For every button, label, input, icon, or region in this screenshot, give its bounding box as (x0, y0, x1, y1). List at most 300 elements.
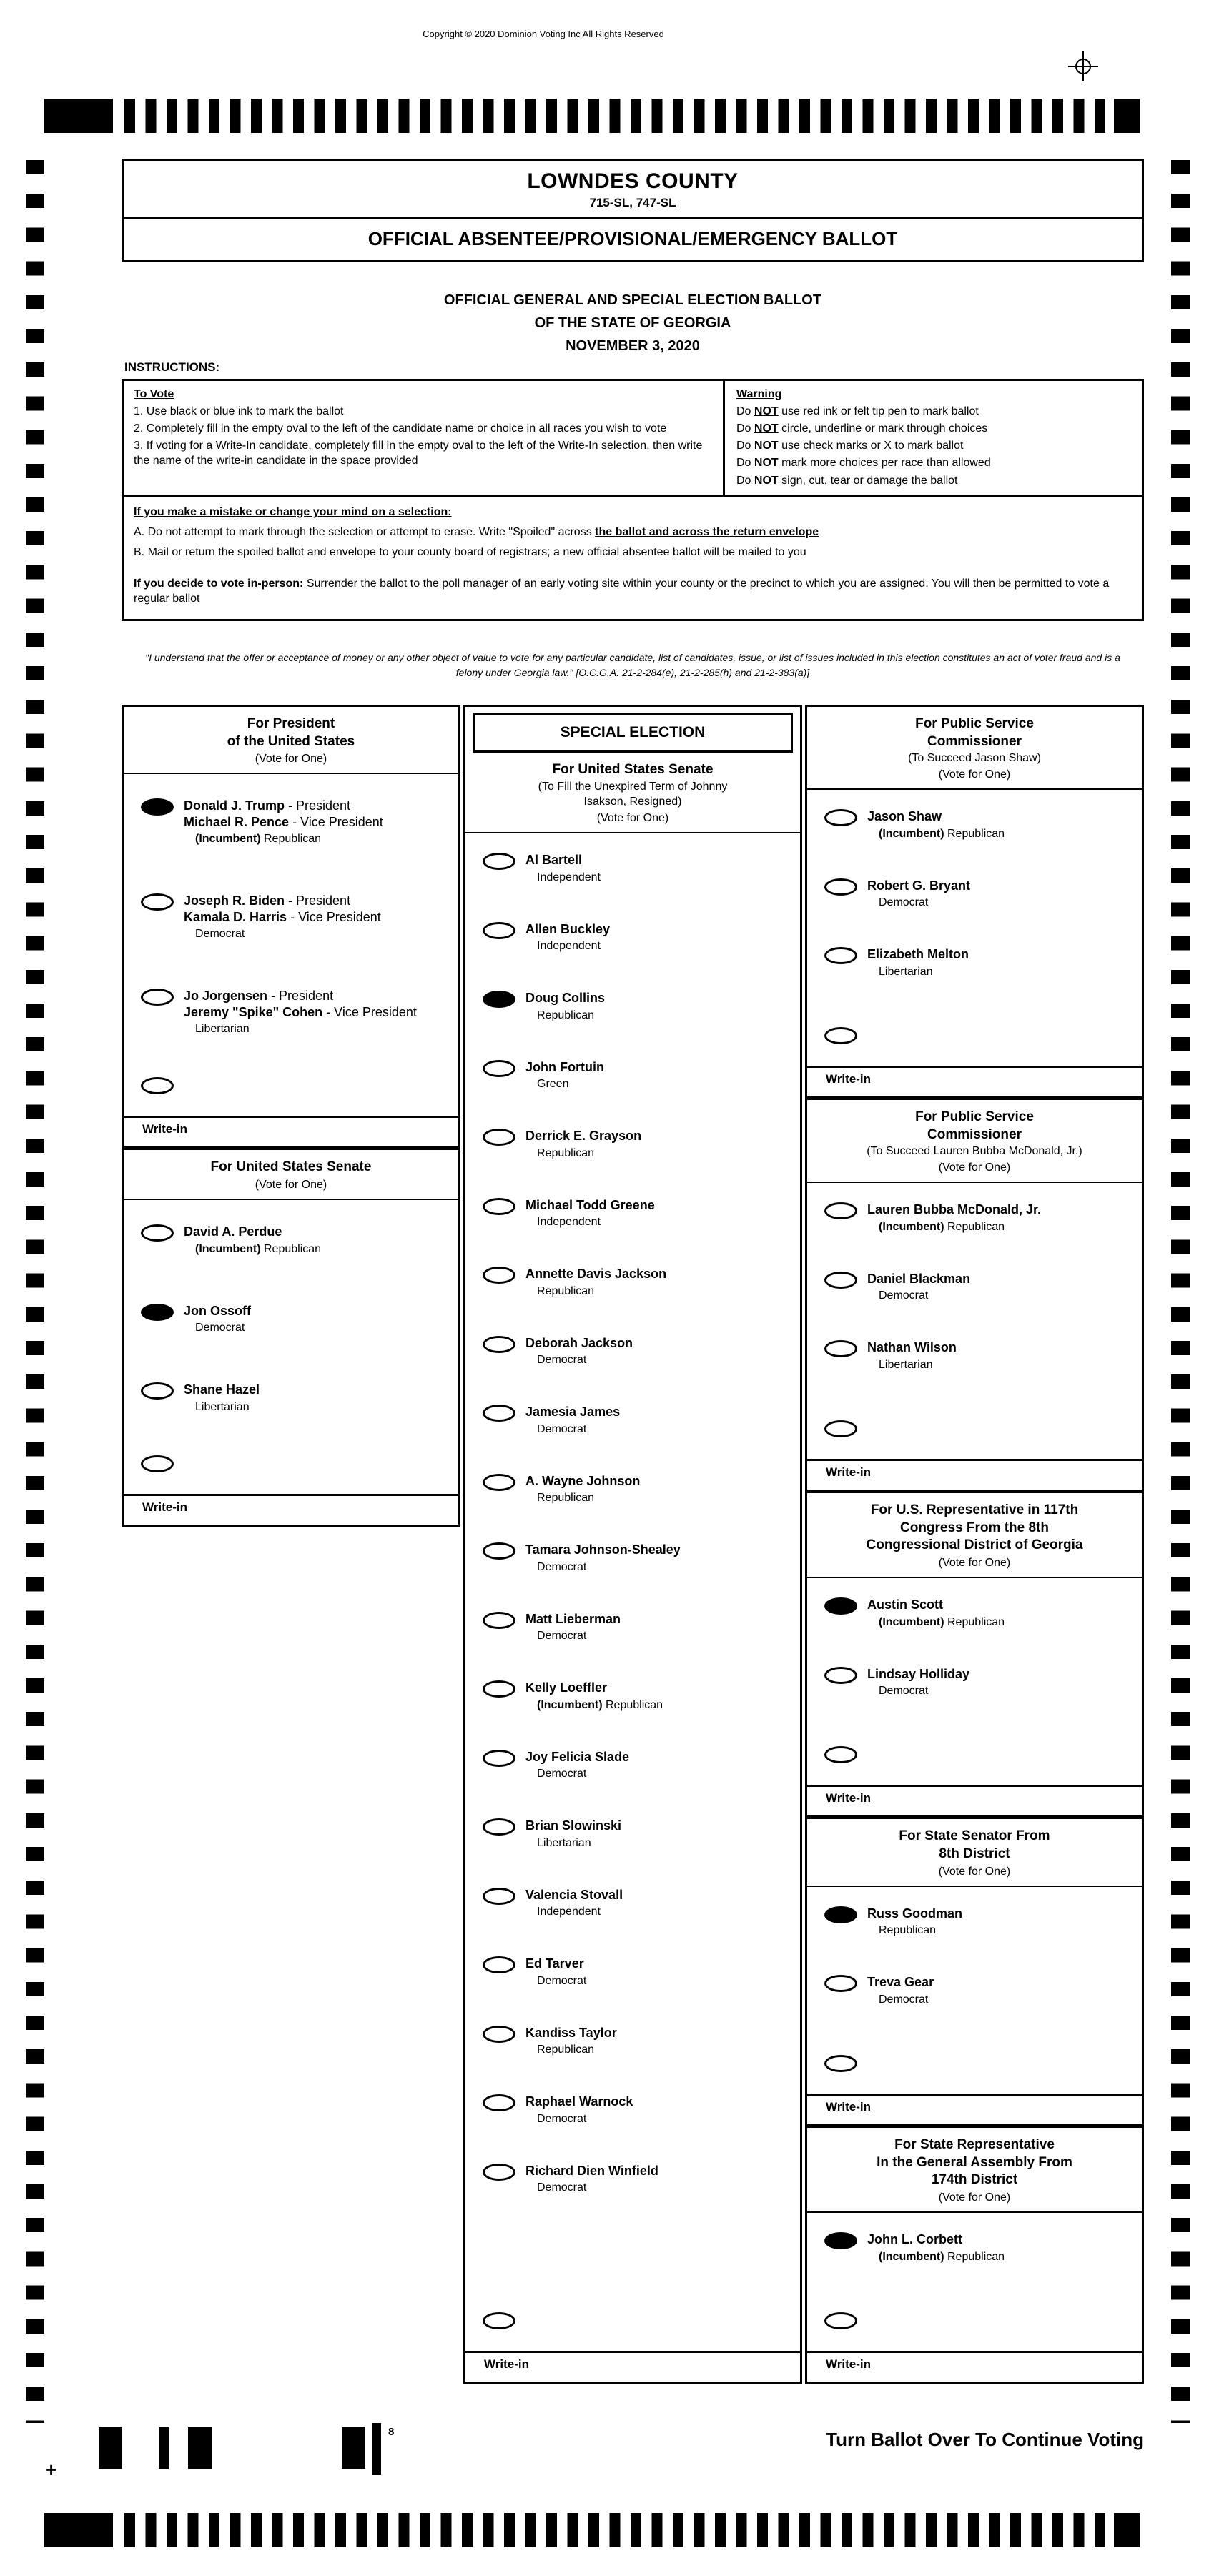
candidate-info (525, 1542, 681, 1574)
ballot-code-mark (159, 2427, 169, 2469)
candidate-row (465, 1661, 800, 1730)
write-in-section (465, 2294, 800, 2382)
candidate-party (867, 1289, 970, 1302)
party-name: Republican (947, 827, 1005, 840)
candidate-name (184, 798, 383, 814)
candidate-name-text: Daniel Blackman (867, 1271, 971, 1286)
candidate-row (465, 1041, 800, 1110)
mistake-title: If you make a mistake or change your mind on a selection: (134, 505, 452, 518)
warning-item-not: NOT (754, 474, 779, 487)
race-header (807, 2128, 1142, 2213)
candidate-name (184, 988, 417, 1004)
party-name: Republican (606, 1698, 663, 1711)
candidate-name-text: Nathan Wilson (867, 1340, 957, 1355)
ballot-oval-empty[interactable] (483, 2026, 515, 2043)
warning-item-not: NOT (754, 457, 779, 470)
candidate-name (184, 1303, 251, 1319)
candidate-info (525, 1818, 621, 1850)
timing-marks-top (44, 99, 1140, 133)
candidate-party (525, 1009, 605, 1022)
party-name: Democrat (195, 1322, 245, 1334)
race-title-line: For State Senator From (899, 1828, 1050, 1844)
ballot-oval-empty[interactable] (483, 1750, 515, 1767)
candidate-info (184, 1303, 251, 1335)
ballot-oval-empty[interactable] (483, 1267, 515, 1284)
ballot-oval-empty[interactable] (824, 1975, 857, 1992)
timing-marks-left (26, 160, 44, 2423)
candidate-row (465, 1109, 800, 1179)
party-name: Democrat (537, 1630, 587, 1643)
candidate-party (184, 1243, 321, 1256)
write-in-oval[interactable] (824, 2055, 857, 2072)
candidate-info (525, 2163, 658, 2195)
candidate-name-text: Raphael Warnock (525, 2094, 633, 2109)
race-title-line: 8th District (939, 1846, 1010, 1862)
ballot-oval-empty[interactable] (483, 853, 515, 870)
ballot-oval-empty[interactable] (141, 1224, 174, 1242)
warning-item-not: NOT (754, 440, 779, 452)
race-contest (807, 2124, 1142, 2382)
candidate-name-text: Al Bartell (525, 853, 583, 868)
candidate-name-text: Lindsay Holliday (867, 1666, 970, 1681)
ballot-oval-empty[interactable] (824, 878, 857, 896)
candidate-info (525, 1956, 586, 1988)
ballot-oval-empty[interactable] (483, 1956, 515, 1973)
vote-for-instruction: (Vote for One) (255, 753, 327, 766)
ballot-oval-empty[interactable] (483, 1612, 515, 1629)
ballot-header (122, 159, 1144, 262)
ballot-oval-filled[interactable] (824, 2232, 857, 2249)
candidate-name (867, 878, 970, 894)
ballot-code-digit: 8 (388, 2426, 395, 2438)
candidate-name-text: Joseph R. Biden (184, 893, 285, 908)
vote-for-instruction: (Vote for One) (938, 1865, 1011, 1878)
party-name: Libertarian (195, 1023, 250, 1036)
candidate-name-text: Kelly Loeffler (525, 1680, 608, 1695)
ballot-oval-filled[interactable] (824, 1906, 857, 1923)
candidate-name (867, 1597, 1005, 1613)
candidate-info (867, 808, 1005, 841)
ballot-oval-filled[interactable] (824, 1597, 857, 1615)
candidate-name-text: Donald J. Trump (184, 798, 285, 813)
candidate-name-text: Shane Hazel (184, 1382, 260, 1397)
candidate-name-text: Jamesia James (525, 1405, 621, 1420)
race-header (124, 1150, 458, 1200)
race-title-line: Commissioner (927, 1126, 1022, 1142)
race-contest (807, 707, 1142, 1096)
candidate-party (525, 2181, 658, 2194)
candidate-name (184, 1224, 321, 1240)
ballot-columns (122, 705, 1144, 2384)
candidate-name-text: Jo Jorgensen (184, 989, 268, 1004)
candidate-name-text: Elizabeth Melton (867, 947, 969, 962)
candidate-party (184, 1023, 417, 1036)
candidate-row (465, 1799, 800, 1868)
candidate-row (465, 2006, 800, 2076)
timing-mark-block (44, 99, 113, 133)
candidate-info (867, 1202, 1041, 1234)
candidate-name (184, 814, 383, 831)
ballot-oval-empty[interactable] (483, 1542, 515, 1560)
race-title-line: of the United States (227, 733, 355, 749)
race-title-line: 174th District (931, 2172, 1018, 2188)
party-name: Democrat (537, 1974, 587, 1987)
candidate-name (525, 1197, 655, 1214)
ballot-column-3 (805, 705, 1144, 2384)
party-name: Democrat (195, 928, 245, 941)
ballot-oval-empty[interactable] (483, 1818, 515, 1836)
candidate-row (465, 971, 800, 1041)
write-in-section (807, 1728, 1142, 1815)
ballot-oval-filled[interactable] (141, 798, 174, 816)
candidate-info (525, 1473, 640, 1505)
candidate-party (525, 1147, 641, 1160)
candidate-row (807, 1648, 1142, 1717)
write-in-oval[interactable] (824, 1746, 857, 1763)
incumbent-label: (Incumbent) (195, 1242, 264, 1255)
candidate-party (184, 1401, 260, 1414)
write-in-label: Write-in (826, 1072, 871, 1086)
ballot-oval-empty[interactable] (483, 1474, 515, 1491)
candidate-name (184, 1382, 260, 1398)
candidate-name-text: Jeremy "Spike" Cohen (184, 1004, 323, 1019)
candidate-row (465, 1385, 800, 1455)
warning-item-post: sign, cut, tear or damage the ballot (778, 474, 958, 487)
candidate-name (525, 1059, 604, 1076)
candidate-party (525, 1285, 666, 1298)
party-name: Republican (264, 1242, 322, 1255)
ballot-code-mark (342, 2427, 365, 2469)
candidate-info (184, 798, 383, 846)
candidate-office-suffix: - Vice President (287, 909, 381, 924)
candidate-name (867, 1202, 1041, 1218)
warning-section (723, 381, 1142, 495)
race-title-line: For Public Service (915, 1109, 1034, 1124)
race-header (807, 1100, 1142, 1183)
ballot-oval-empty[interactable] (483, 2164, 515, 2181)
vote-for-instruction: (Vote for One) (596, 812, 669, 825)
ballot-oval-empty[interactable] (483, 1888, 515, 1905)
candidate-row (807, 790, 1142, 859)
candidate-row (124, 869, 458, 964)
party-name: Democrat (537, 1768, 587, 1780)
warning-item-not: NOT (754, 422, 779, 435)
candidate-name (184, 893, 381, 909)
ballot-oval-empty[interactable] (483, 1680, 515, 1698)
party-name: Independent (537, 940, 601, 953)
ballot-oval-filled[interactable] (483, 991, 515, 1008)
to-vote-item: 1. Use black or blue ink to mark the ballot (134, 405, 344, 418)
candidate-party (184, 833, 383, 846)
candidate-name (525, 921, 610, 938)
mistake-item-emphasis: the ballot and across the return envelope (595, 525, 819, 538)
candidate-name (525, 1542, 681, 1558)
race-contest (465, 753, 800, 2382)
candidate-party (525, 1354, 633, 1367)
to-vote-item: 3. If voting for a Write-In candidate, completely fill in the empty oval to the left of the Write-In selection, then write the name of the write-in candidate in the space provided (134, 440, 703, 467)
race-title-line: For Public Service (915, 716, 1034, 731)
candidate-name-text: Doug Collins (525, 991, 605, 1006)
warning-item (736, 438, 1130, 453)
race-title-line: Commissioner (927, 733, 1022, 749)
candidate-info (525, 1749, 629, 1781)
timing-marks-bottom (44, 2513, 1140, 2547)
candidate-row (807, 928, 1142, 997)
incumbent-label: (Incumbent) (879, 1220, 947, 1233)
candidate-party (867, 966, 969, 979)
vote-for-instruction: (Vote for One) (938, 768, 1011, 781)
candidate-row (807, 1956, 1142, 2025)
race-title-line: For U.S. Representative in 117th (870, 1502, 1079, 1517)
candidate-name-text: Richard Dien Winfield (525, 2163, 658, 2178)
party-name: Libertarian (195, 1400, 250, 1413)
candidate-row (124, 1200, 458, 1279)
warning-item (736, 404, 1130, 419)
candidate-row (465, 1455, 800, 1524)
county-name: LOWNDES COUNTY (527, 169, 739, 193)
incumbent-label: (Incumbent) (879, 1615, 947, 1628)
ballot-oval-empty[interactable] (141, 989, 174, 1006)
candidate-info (867, 1906, 962, 1938)
candidate-info (867, 1666, 969, 1698)
race-title-line: Congressional District of Georgia (866, 1537, 1083, 1553)
candidate-info (525, 1335, 633, 1367)
warning-item-post: use check marks or X to mark ballot (778, 440, 964, 452)
candidate-party (867, 1685, 969, 1698)
candidate-info (525, 2025, 617, 2057)
special-election-heading: SPECIAL ELECTION (473, 713, 793, 753)
ballot-column-2 (463, 705, 802, 2384)
candidate-office-suffix: - President (267, 989, 334, 1004)
ballot-oval-empty[interactable] (824, 1667, 857, 1684)
candidate-name-text: Jason Shaw (867, 809, 942, 824)
party-name: Republican (947, 1615, 1005, 1628)
party-name: Republican (537, 1492, 595, 1505)
ballot-oval-empty[interactable] (824, 947, 857, 964)
candidate-name-text: Ed Tarver (525, 1956, 584, 1971)
race-contest (124, 1146, 458, 1524)
write-in-label: Write-in (142, 1500, 187, 1514)
party-name: Democrat (537, 2112, 587, 2125)
in-person-text: Surrender the ballot to the poll manager of an early voting site within your county or the precinct to which you are assigned. You will then be permitted to vote a regular ballot (134, 577, 1110, 605)
candidate-party (525, 2113, 633, 2126)
party-name: Republican (537, 1146, 595, 1159)
ballot-oval-empty[interactable] (483, 1060, 515, 1077)
candidate-name (867, 1974, 934, 1991)
candidate-party (867, 896, 970, 909)
candidate-info (525, 1266, 666, 1298)
candidate-name (867, 1271, 970, 1287)
party-name: Democrat (537, 2181, 587, 2194)
ballot-oval-empty[interactable] (483, 1129, 515, 1146)
in-person-section (124, 566, 1142, 619)
incumbent-label: (Incumbent) (195, 833, 264, 846)
candidate-party (525, 871, 601, 884)
candidate-name (867, 946, 969, 963)
mistake-item (134, 525, 1132, 540)
vote-for-instruction: (Vote for One) (938, 1161, 1011, 1174)
candidate-info (525, 990, 605, 1022)
write-in-oval[interactable] (483, 2312, 515, 2329)
party-name: Libertarian (537, 1836, 591, 1849)
race-title-line: In the General Assembly From (877, 2154, 1072, 2170)
vote-for-instruction: (Vote for One) (255, 1179, 327, 1192)
candidate-office-suffix: - Vice President (322, 1004, 417, 1019)
write-in-section (807, 1009, 1142, 1096)
candidate-name (525, 2025, 617, 2041)
candidate-row (124, 774, 458, 869)
candidate-name (525, 852, 601, 868)
candidate-office-suffix: - President (285, 798, 351, 813)
warning-item (736, 455, 1130, 470)
candidate-row (124, 1358, 458, 1437)
race-header (807, 707, 1142, 790)
candidate-party (525, 1216, 655, 1229)
ballot-oval-empty[interactable] (483, 2094, 515, 2111)
write-in-label: Write-in (142, 1122, 187, 1136)
timing-mark-block (44, 2513, 113, 2547)
candidate-row (465, 903, 800, 972)
candidate-name (525, 1473, 640, 1490)
ballot-oval-empty[interactable] (483, 922, 515, 939)
candidate-name (867, 1666, 969, 1683)
ballot-style-codes: 715-SL, 747-SL (589, 196, 676, 209)
race-title-line: For United States Senate (552, 762, 714, 777)
ballot-oval-empty[interactable] (824, 1272, 857, 1289)
candidate-name-text: David A. Perdue (184, 1224, 282, 1239)
candidate-name-text: Matt Lieberman (525, 1611, 621, 1626)
write-in-section (124, 1437, 458, 1525)
candidate-name-text: Tamara Johnson-Shealey (525, 1542, 681, 1557)
candidate-row (465, 833, 800, 903)
candidate-party (867, 2251, 1005, 2264)
candidate-info (525, 1404, 620, 1436)
candidate-row (807, 2213, 1142, 2282)
candidate-name (867, 808, 1005, 825)
write-in-section (807, 2294, 1142, 2382)
candidate-party (525, 1078, 604, 1091)
candidate-name (525, 1680, 663, 1696)
candidate-party (867, 828, 1005, 841)
candidate-row (807, 859, 1142, 928)
election-title-line2: OF THE STATE OF GEORGIA (534, 315, 731, 331)
candidate-name-text: Deborah Jackson (525, 1335, 633, 1350)
ballot-oval-filled[interactable] (141, 1304, 174, 1321)
candidate-info (525, 1128, 641, 1160)
candidate-info (867, 1271, 970, 1303)
race-subtitle-line: (To Succeed Lauren Bubba McDonald, Jr.) (867, 1145, 1082, 1158)
candidate-row (465, 1730, 800, 1800)
candidate-name (525, 1128, 641, 1144)
write-in-oval[interactable] (141, 1077, 174, 1094)
timing-mark-block (1114, 2513, 1140, 2547)
candidate-name-text: Kamala D. Harris (184, 909, 287, 924)
ballot-oval-empty[interactable] (824, 1202, 857, 1219)
candidate-name-text: Lauren Bubba McDonald, Jr. (867, 1202, 1042, 1217)
candidate-name (184, 1004, 417, 1021)
write-in-label: Write-in (826, 2357, 871, 2371)
candidate-party (525, 1768, 629, 1780)
warning-item-not: NOT (754, 405, 779, 418)
ballot-oval-empty[interactable] (824, 1340, 857, 1357)
candidate-party (867, 1924, 962, 1937)
timing-marks-right (1171, 160, 1190, 2423)
candidate-name-text: Jon Ossoff (184, 1303, 252, 1318)
in-person-title: If you decide to vote in-person: (134, 577, 304, 590)
race-contest (807, 1490, 1142, 1815)
write-in-oval[interactable] (141, 1455, 174, 1472)
race-subtitle-line: (To Succeed Jason Shaw) (908, 752, 1041, 765)
write-in-section (807, 2037, 1142, 2124)
write-in-oval[interactable] (824, 1027, 857, 1044)
ballot-oval-empty[interactable] (141, 893, 174, 911)
candidate-name (525, 990, 605, 1006)
party-name: Democrat (879, 1993, 929, 2006)
candidate-name (525, 2094, 633, 2110)
write-in-oval[interactable] (824, 1420, 857, 1437)
ballot-oval-empty[interactable] (141, 1382, 174, 1400)
candidate-row (807, 1183, 1142, 1252)
candidate-info (525, 1680, 663, 1712)
candidate-info (184, 988, 417, 1036)
ballot-column-1 (122, 705, 460, 1527)
candidate-info (525, 2094, 633, 2126)
candidate-row (807, 1252, 1142, 1322)
candidate-row (124, 964, 458, 1059)
race-header (807, 1819, 1142, 1886)
ballot-oval-empty[interactable] (483, 1405, 515, 1422)
election-title-block (122, 289, 1144, 357)
candidate-party (867, 1616, 1005, 1629)
candidate-name-text: Annette Davis Jackson (525, 1267, 667, 1282)
candidate-name (867, 1906, 962, 1922)
voter-fraud-notice: "I understand that the offer or acceptance of money or any other object of value to vote for any particular candidate, list of candidates, issue, or list of issues included in this election constitutes an act of voter fraud and is a felony under Georgia law." [O.C.G.A. 21-2-284(e), 21-2-285(h) and 21-2-383(a)] (145, 652, 1120, 678)
candidate-party (525, 2044, 617, 2056)
race-title-line: Congress From the 8th (900, 1520, 1049, 1535)
vote-for-instruction: (Vote for One) (938, 1557, 1011, 1570)
candidate-party (184, 928, 381, 941)
timing-mark-bars (124, 99, 1105, 133)
candidate-party (525, 940, 610, 953)
instructions-box (122, 379, 1144, 621)
party-name: Republican (947, 2250, 1005, 2263)
registration-plus-mark: + (46, 2459, 57, 2480)
election-date: NOVEMBER 3, 2020 (566, 338, 700, 354)
warning-list (736, 404, 1130, 488)
candidate-name-text: John Fortuin (525, 1059, 604, 1074)
warning-item-pre: Do (736, 474, 754, 487)
candidate-name-text: Austin Scott (867, 1597, 943, 1613)
copyright-notice: Copyright © 2020 Dominion Voting Inc All Rights Reserved (423, 29, 664, 39)
write-in-section (807, 1402, 1142, 1490)
election-title-line1: OFFICIAL GENERAL AND SPECIAL ELECTION BALLOT (443, 292, 822, 308)
write-in-oval[interactable] (824, 2312, 857, 2329)
ballot-oval-empty[interactable] (824, 809, 857, 826)
warning-title: Warning (736, 388, 782, 400)
candidate-name (525, 2163, 658, 2179)
candidate-party (525, 1906, 623, 1918)
candidate-name (867, 1339, 957, 1356)
race-title-line: For State Representative (894, 2137, 1055, 2153)
ballot-oval-empty[interactable] (483, 1198, 515, 1215)
warning-item-pre: Do (736, 457, 754, 470)
candidate-name (525, 1611, 621, 1628)
party-name: Independent (537, 871, 601, 883)
ballot-oval-empty[interactable] (483, 1336, 515, 1353)
turn-ballot-over-text: Turn Ballot Over To Continue Voting (826, 2429, 1144, 2450)
race-title-line: For United States Senate (210, 1159, 372, 1175)
race-header (465, 753, 800, 833)
